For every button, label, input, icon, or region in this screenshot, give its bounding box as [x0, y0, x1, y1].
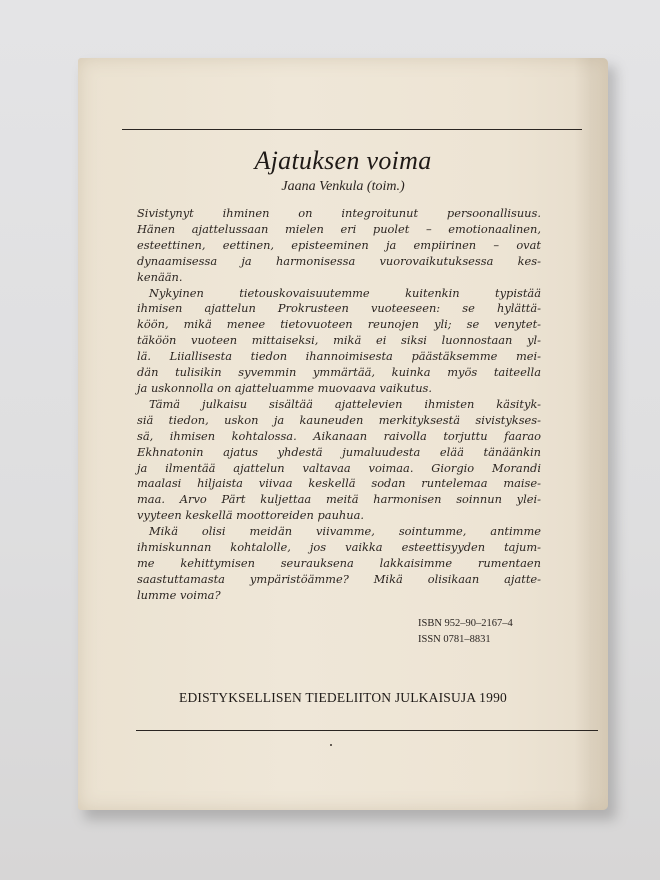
- bottom-rule: [136, 730, 598, 731]
- blurb-line: ihmisen ajattelun Prokrusteen vuoteeseen: se hylättä-: [137, 301, 541, 316]
- blurb-line: maalasi hiljaista viivaa keskellä sodan runtelemaa maise-: [137, 476, 541, 491]
- book-back-cover: [78, 58, 608, 810]
- print-dot: [330, 744, 332, 746]
- blurb-line: dynaamisessa ja harmonisessa vuorovaikutuksessa kes-: [137, 253, 541, 268]
- blurb-line: ja uskonnolla on ajatteluamme muovaava vaikutus.: [137, 380, 433, 395]
- blurb-line: ihmiskunnan kohtalolle, jos vaikka esteettisyyden tajum-: [137, 540, 541, 555]
- blurb-line: täköön vuoteen mittaiseksi, mikä ei siksi luonnostaan yl-: [137, 333, 541, 348]
- blurb-line: Sivistynyt ihminen on integroitunut persoonallisuus.: [137, 206, 541, 220]
- blurb-line: maa. Arvo Pärt kuljettaa meitä harmonisen soinnun ylei-: [137, 492, 541, 507]
- blurb-line: köön, mikä menee tietovuoteen reunojen yli; se venytet-: [137, 317, 541, 332]
- blurb-text: [137, 206, 541, 604]
- book-author: Jaana Venkula (toim.): [281, 179, 405, 194]
- blurb-line: lä. Liiallisesta tiedon ihannoimisesta päästäksemme mei-: [137, 349, 541, 364]
- blurb-line: Nykyinen tietouskovaisuutemme kuitenkin typistää: [149, 285, 541, 300]
- blurb-line: kenään.: [137, 269, 183, 284]
- top-rule: [122, 129, 582, 130]
- book-title: Ajatuksen voima: [254, 146, 432, 175]
- issn-number: ISSN 0781–8831: [418, 634, 491, 645]
- blurb-line: esteettinen, eettinen, episteeminen ja empiirinen – ovat: [137, 237, 541, 252]
- blurb-line: Ekhnatonin ajatus yhdestä jumaluudesta elää tänäänkin: [137, 444, 541, 459]
- isbn-number: ISBN 952–90–2167–4: [418, 618, 513, 629]
- blurb-line: siä tiedon, uskon ja kauneuden merkityksestä sivistykses-: [137, 412, 541, 427]
- blurb-line: Hänen ajattelussaan mielen eri puolet – emotionaalinen,: [137, 221, 541, 236]
- blurb-line: dän tulisikin syvemmin ymmärtää, kuinka myös taiteella: [137, 365, 541, 380]
- blurb-line: vyyteen keskellä moottoreiden pauhua.: [137, 508, 365, 523]
- series-name: EDISTYKSELLISEN TIEDELIITON JULKAISUJA 1990: [179, 690, 507, 705]
- identifiers: [418, 616, 568, 648]
- blurb-line: me kehittymisen seurauksena lakkaisimme rumentaen: [137, 555, 541, 570]
- blurb-line: sä, ihmisen kohtalossa. Aikanaan raivolla torjuttu faarao: [137, 428, 541, 443]
- blurb-line: ja ilmentää ajattelun valtavaa voimaa. Giorgio Morandi: [137, 460, 541, 475]
- blurb-line: saastuttamasta ympäristöämme? Mikä olisikaan ajatte-: [137, 571, 541, 586]
- blurb-line: lumme voima?: [137, 587, 221, 602]
- blurb-line: Mikä olisi meidän viivamme, sointumme, antimme: [149, 524, 541, 539]
- blurb-line: Tämä julkaisu sisältää ajattelevien ihmisten käsityk-: [149, 396, 541, 411]
